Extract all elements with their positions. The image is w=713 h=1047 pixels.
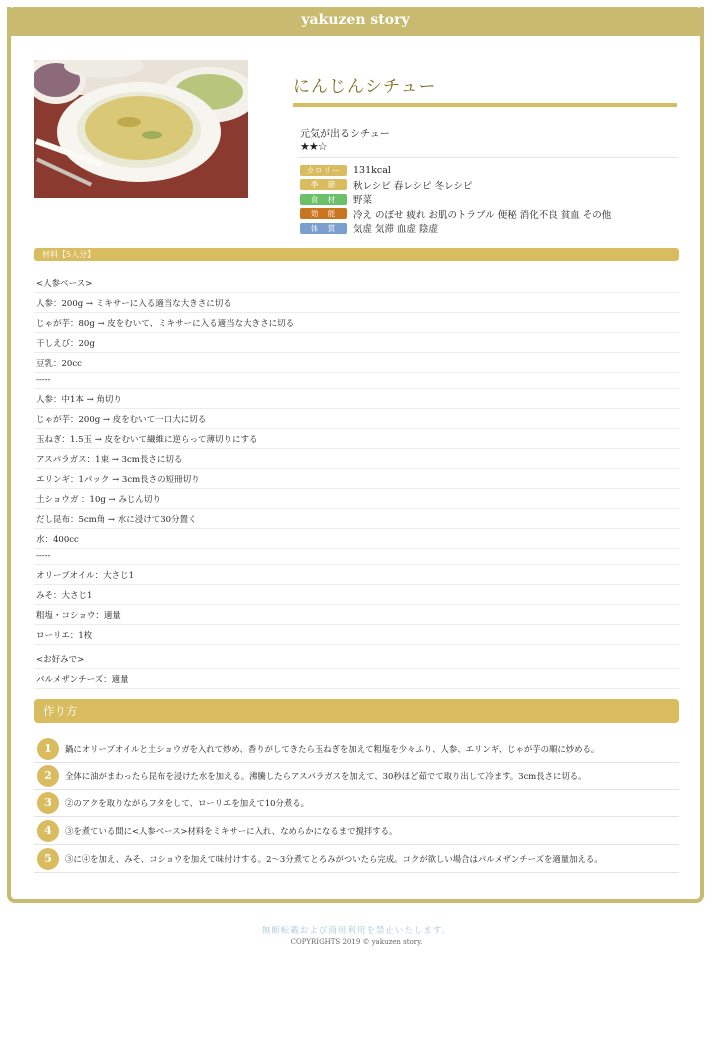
ingredient-item: 人参：200g → ミキサーに入る適当な大きさに切る xyxy=(34,292,679,313)
step-number: 4 xyxy=(37,820,59,842)
step-5 xyxy=(34,845,679,873)
title-underline xyxy=(293,103,677,107)
step-number: 3 xyxy=(37,792,59,814)
step-3 xyxy=(34,789,679,817)
step-text: ③を煮ている間に<人参ベース>材料をミキサーに入れ、なめらかになるまで撹拌する。 xyxy=(65,826,398,836)
step-text: 鍋にオリーブオイルと土ショウガを入れて炒め、香りがしてきたら玉ねぎを加えて粗塩を少々ふり、人参、エリンギ、じゃが芋の順に炒める。 xyxy=(65,744,600,754)
recipe-subtitle: 元気が出るシチュー xyxy=(300,129,390,140)
ingredient-item: <人参ベース> xyxy=(34,270,679,293)
step-2 xyxy=(34,762,679,790)
step-4 xyxy=(34,817,679,845)
ingredient-item: 粗塩・コショウ：適量 xyxy=(34,604,679,625)
meta-badge-season: 季 節 xyxy=(300,179,347,190)
meta-badge-calorie: カロリー xyxy=(300,165,347,176)
ingredient-item: アスパラガス：1束 → 3cm長さに切る xyxy=(34,448,679,469)
meta-calorie xyxy=(300,163,678,178)
meta-badge-ingredient: 食 材 xyxy=(300,194,347,205)
step-text: ③に④を加え、みそ、コショウを加えて味付けする。2〜3分煮てとろみがついたら完成。コクが欲しい場合はパルメザンチーズを適量加える。 xyxy=(65,854,603,864)
ingredients-header: 材料【5人分】 xyxy=(34,248,679,261)
step-number: 2 xyxy=(37,765,59,787)
meta-value-ingredient[interactable]: 野菜 xyxy=(353,195,373,207)
meta-season xyxy=(300,178,678,193)
site-title[interactable]: yakuzen story xyxy=(301,12,410,28)
meta-constitution xyxy=(300,221,678,236)
step-number: 1 xyxy=(37,738,59,760)
ingredient-item: パルメザンチーズ：適量 xyxy=(34,668,679,689)
site-header xyxy=(7,7,704,36)
ingredient-item: エリンギ：1パック → 3cm長さの短冊切り xyxy=(34,468,679,489)
meta-badge-effect: 効 能 xyxy=(300,208,347,219)
meta-effect xyxy=(300,207,678,222)
recipe-photo xyxy=(34,60,248,198)
meta-value-season[interactable]: 秋レシピ 春レシピ 冬レシピ xyxy=(353,180,473,192)
ingredient-item: ローリエ：1枚 xyxy=(34,624,679,645)
ingredient-item: みそ：大さじ1 xyxy=(34,584,679,605)
howto-header: 作り方 xyxy=(34,699,679,723)
ingredient-item: じゃが芋：200g → 皮をむいて一口大に切る xyxy=(34,408,679,429)
meta-badge-constitution: 体 質 xyxy=(300,223,347,234)
recipe-meta xyxy=(300,163,678,236)
step-text: 全体に油がまわったら昆布を浸けた水を加える。沸騰したらアスパラガスを加えて、30秒ほど茹でて取り出して冷ます。3cm長さに切る。 xyxy=(65,771,587,781)
recipe-title: にんじんシチュー xyxy=(293,77,437,97)
divider xyxy=(298,157,678,158)
difficulty-stars: ★★☆ xyxy=(300,140,327,153)
ingredient-item: 玉ねぎ：1.5玉 → 皮をむいて繊維に逆らって薄切りにする xyxy=(34,428,679,449)
ingredient-item: ----- xyxy=(34,548,679,565)
meta-value-calorie: 131kcal xyxy=(353,164,391,176)
ingredient-item: オリーブオイル：大さじ1 xyxy=(34,564,679,585)
ingredient-item: 水：400cc xyxy=(34,528,679,549)
meta-value-constitution[interactable]: 気虚 気滞 血虚 陰虚 xyxy=(353,224,439,236)
ingredient-item: ----- xyxy=(34,372,679,389)
ingredient-item: 土ショウガ ：10g → みじん切り xyxy=(34,488,679,509)
ingredient-item: だし昆布：5cm角 → 水に浸けて30分置く xyxy=(34,508,679,529)
step-text: ②のアクを取りながらフタをして、ローリエを加えて10分煮る。 xyxy=(65,798,309,808)
step-number: 5 xyxy=(37,848,59,870)
ingredient-item: 干しえび：20g xyxy=(34,332,679,353)
meta-value-effect[interactable]: 冷え のぼせ 疲れ お肌のトラブル 便秘 消化不良 貧血 その他 xyxy=(353,209,612,221)
footer-copyright: COPYRIGHTS 2019 © yakuzen story. xyxy=(290,938,423,946)
step-1 xyxy=(34,735,679,763)
meta-ingredient xyxy=(300,192,678,207)
footer-notice: 無断転載および商用利用を禁止いたします。 xyxy=(261,926,452,936)
ingredient-item: 人参：中1本 → 角切り xyxy=(34,388,679,409)
ingredient-item: じゃが芋：80g → 皮をむいて、ミキサーに入る適当な大きさに切る xyxy=(34,312,679,333)
ingredient-item: <お好みで> xyxy=(34,644,679,669)
ingredient-item: 豆乳：20cc xyxy=(34,352,679,373)
